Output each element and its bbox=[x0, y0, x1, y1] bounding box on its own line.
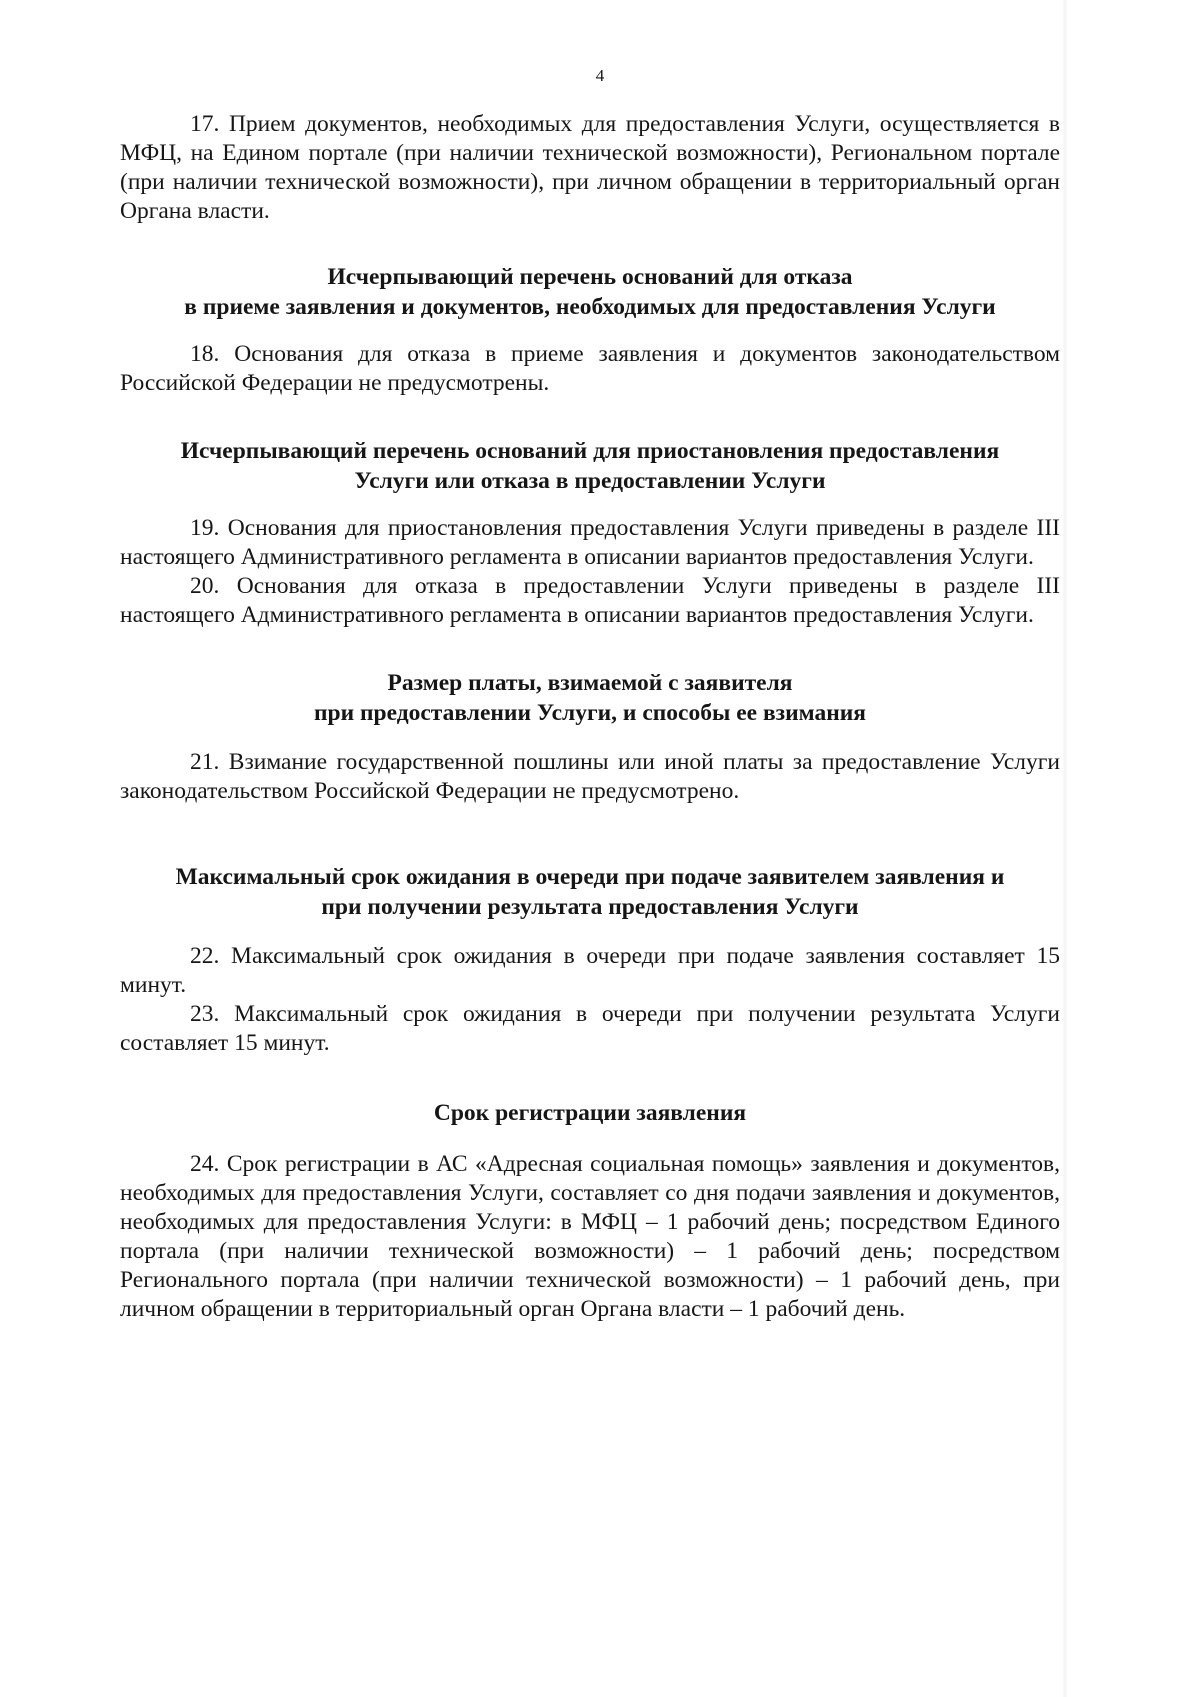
document-body bbox=[120, 110, 1060, 1324]
paragraph-17: 17. Прием документов, необходимых для предоставления Услуги, осуществляется в МФЦ, на Едином портале (при наличии технической возможности), Региональном портале (при наличии технической возможности), при личном обращении в территориальный орган Органа власти. bbox=[120, 111, 1060, 224]
heading-line: при предоставлении Услуги, и способы ее взимания bbox=[313, 700, 867, 726]
heading-line: Исчерпывающий перечень оснований для приостановления предоставления bbox=[180, 438, 1000, 464]
heading-refusal-grounds bbox=[120, 262, 1060, 322]
heading-line: Услуги или отказа в предоставлении Услуги bbox=[354, 468, 826, 494]
heading-fee bbox=[120, 668, 1060, 728]
paragraph-22: 22. Максимальный срок ожидания в очереди при подаче заявления составляет 15 минут. bbox=[120, 943, 1060, 998]
paragraph-20: 20. Основания для отказа в предоставлении Услуги приведены в разделе III настоящего Административного регламента в описании вариантов предоставления Услуги. bbox=[120, 573, 1060, 628]
paragraph-21: 21. Взимание государственной пошлины или иной платы за предоставление Услуги законодательством Российской Федерации не предусмотрено. bbox=[120, 749, 1060, 804]
heading-queue-time bbox=[120, 862, 1060, 922]
paragraph-24: 24. Срок регистрации в АС «Адресная социальная помощь» заявления и документов, необходимых для предоставления Услуги, составляет со дня подачи заявления и документов, необходимых для предоставления Услуги: в МФЦ – 1 рабочий день; посредством Единого портала (при наличии технической возможности) – 1 рабочий день; посредством Регионального портала (при наличии технической возможности) – 1 рабочий день, при личном обращении в территориальный орган Органа власти – 1 рабочий день. bbox=[120, 1151, 1060, 1322]
page-number: 4 bbox=[595, 66, 605, 85]
heading-line: при получении результата предоставления Услуги bbox=[321, 894, 859, 920]
scan-edge-shadow bbox=[1062, 0, 1068, 1697]
paragraph-19: 19. Основания для приостановления предоставления Услуги приведены в разделе III настоящего Административного регламента в описании вариантов предоставления Услуги. bbox=[120, 515, 1060, 570]
heading-line: Исчерпывающий перечень оснований для отказа bbox=[327, 264, 853, 290]
paragraph-18: 18. Основания для отказа в приеме заявления и документов законодательством Российской Федерации не предусмотрены. bbox=[120, 341, 1060, 396]
heading-line: Максимальный срок ожидания в очереди при подаче заявителем заявления и bbox=[175, 864, 1005, 890]
heading-line: Размер платы, взимаемой с заявителя bbox=[387, 670, 793, 696]
heading-line: Срок регистрации заявления bbox=[433, 1100, 747, 1126]
heading-suspension-grounds bbox=[120, 436, 1060, 496]
heading-registration-time bbox=[120, 1098, 1060, 1128]
paragraph-23: 23. Максимальный срок ожидания в очереди при получении результата Услуги составляет 15 минут. bbox=[120, 1001, 1060, 1056]
heading-line: в приеме заявления и документов, необходимых для предоставления Услуги bbox=[184, 294, 996, 320]
